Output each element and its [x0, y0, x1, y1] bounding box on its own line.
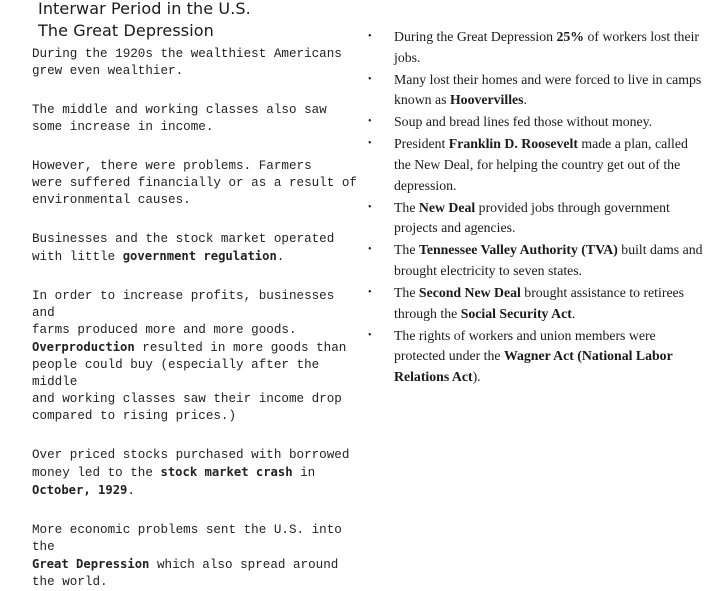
- bullet-item: [368, 27, 703, 68]
- text-segment: resulted in more goods than people could buy (especially after the middle and working classes saw their income drop compared to rising prices.): [32, 341, 347, 423]
- paragraph: [32, 522, 357, 591]
- bold-term: Overproduction: [32, 340, 135, 354]
- text-segment: During the 1920s the wealthiest Americans grew even wealthier.: [32, 47, 342, 78]
- bullet-icon: •: [368, 116, 372, 128]
- bold-term: Tennessee Valley Authority (TVA): [418, 242, 618, 258]
- bullet-item: [368, 112, 703, 133]
- text-segment: .: [523, 92, 527, 108]
- text-segment: .: [276, 250, 285, 264]
- bullet-icon: •: [368, 287, 372, 299]
- bold-term: New Deal: [418, 199, 476, 215]
- text-segment: However, there were problems. Farmers were suffered financially or as a result of environmental causes.: [32, 159, 357, 207]
- bold-term: stock market crash: [160, 465, 293, 479]
- bullet-icon: •: [368, 73, 372, 85]
- bold-term: Wagner Act (National Labor Relations Act: [394, 348, 673, 384]
- bullet-icon: •: [368, 201, 372, 213]
- paragraph: [32, 102, 357, 136]
- text-segment: which also spread around the world.: [32, 558, 339, 589]
- text-segment: In order to increase profits, businesses and farms produced more and more goods.: [32, 289, 335, 337]
- text-segment: .: [571, 305, 576, 321]
- bullet-item: [368, 198, 703, 239]
- bold-term: Hoovervilles: [449, 92, 524, 108]
- text-segment: of workers lost their jobs.: [394, 29, 699, 65]
- title-line-1: Interwar Period in the U.S.: [38, 0, 251, 18]
- text-segment: More economic problems sent the U.S. into the: [32, 523, 342, 554]
- bullet-icon: •: [368, 244, 372, 256]
- text-segment: The middle and working classes also saw some increase in income.: [32, 103, 327, 134]
- left-column: [32, 46, 357, 591]
- bullet-item: [368, 70, 703, 111]
- bullet-icon: •: [368, 329, 372, 341]
- bullet-item: [368, 134, 703, 196]
- bold-term: Second New Deal: [418, 285, 521, 301]
- text-segment: in: [300, 466, 316, 480]
- bold-term: Franklin D. Roosevelt: [448, 136, 578, 152]
- bullet-icon: •: [368, 138, 372, 150]
- paragraph: [32, 231, 357, 266]
- text-segment: The: [394, 199, 419, 215]
- text-segment: built dams and brought electricity to seven states.: [394, 242, 703, 279]
- bold-term: October, 1929: [32, 483, 128, 497]
- bold-term: Social Security Act: [460, 305, 572, 321]
- text-segment: ).: [472, 369, 481, 384]
- bullet-item: [368, 240, 703, 281]
- text-segment: provided jobs through government projects and agencies.: [394, 199, 670, 236]
- text-segment: The: [394, 285, 419, 301]
- text-segment: President: [394, 136, 449, 152]
- paragraph: [32, 447, 357, 500]
- paragraph: [32, 158, 357, 209]
- bold-term: 25%: [556, 29, 585, 44]
- bold-term: government regulation: [122, 249, 277, 263]
- right-column: [368, 27, 703, 389]
- bullet-list: [368, 27, 703, 388]
- text-segment: Over priced stocks purchased with borrowed money led to the: [32, 448, 350, 480]
- slide-title: [38, 0, 251, 42]
- bullet-item: [368, 283, 703, 324]
- title-line-2: The Great Depression: [38, 21, 214, 40]
- text-segment: The: [394, 242, 419, 258]
- bold-term: Great Depression: [32, 557, 150, 571]
- text-segment: Businesses and the stock market operated with little: [32, 232, 335, 264]
- text-segment: The rights of workers and union members were protected under the: [394, 327, 656, 364]
- text-segment: During the Great Depression: [394, 29, 557, 44]
- bullet-icon: •: [368, 31, 372, 42]
- text-segment: brought assistance to retirees through the: [394, 285, 685, 321]
- text-segment: Many lost their homes and were forced to live in camps known as: [394, 71, 702, 108]
- text-segment: Soup and bread lines fed those without money.: [394, 114, 653, 130]
- paragraph: [32, 288, 357, 425]
- text-segment: .: [127, 484, 135, 498]
- text-segment: made a plan, called the New Deal, for helping the country get out of the depression.: [394, 136, 688, 193]
- paragraph: [32, 46, 357, 80]
- bullet-item: [368, 326, 703, 388]
